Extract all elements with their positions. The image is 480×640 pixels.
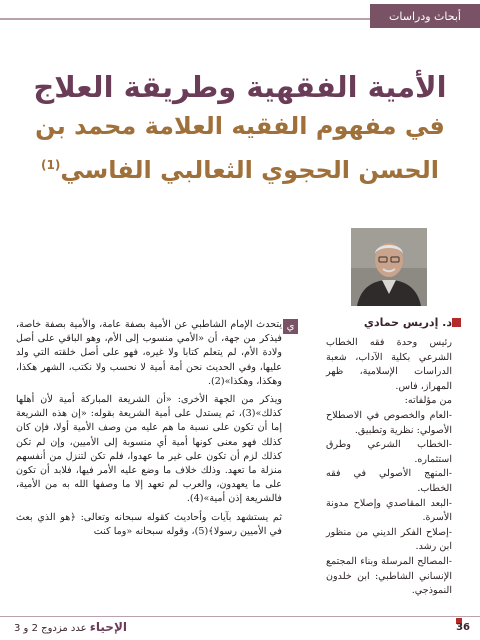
page-number: 36	[456, 622, 470, 633]
author-photo	[351, 228, 427, 306]
author-bio-line: -العام والخصوص في الاصطلاح الأصولي: نظرية وتطبيق.	[326, 409, 452, 436]
article-title-line-1: الأمية الفقهية وطريقة العلاج	[33, 70, 447, 104]
article-body	[16, 318, 282, 543]
author-bio-line: من مؤلفاته:	[404, 395, 452, 407]
author-bio-line: -إصلاح الفكر الديني من منظور ابن رشد.	[326, 526, 452, 553]
dropcap-letter: ي	[283, 319, 298, 334]
body-paragraph: ثم يستشهد بآيات وأحاديث كقوله سبحانه وتعالى: ﴿هو الذي بعث في الأميين رسولا﴾(5)، وقوله سبحانه «وما كنت	[16, 511, 282, 537]
footer-issue	[14, 620, 214, 634]
article-title-line-3-text: الحسن الحجوي الثعالبي الفاسي	[60, 156, 439, 184]
magazine-name: الإحياء	[89, 620, 128, 634]
author-bio-line: -المنهج الأصولي في فقه الخطاب.	[326, 468, 452, 494]
author-marker-icon	[452, 318, 461, 327]
title-footnote-mark: (1)	[41, 158, 61, 172]
author-bio	[326, 336, 452, 599]
author-name: د. إدريس حمادي	[363, 316, 452, 329]
article-title-line-2: في مفهوم الفقيه العلامة محمد بن	[35, 112, 445, 140]
body-paragraph: ويذكر من الجهة الأخرى: «أن الشريعة المباركة أمية لأن أهلها كذلك»(3)، ثم يستدل على أمية الشريعة بقوله: «إن هذه الشريعة إما أن تكون على نسبة ما هم عليه من وصف الأمية أولا، فإن كان كذلك فهو معنى كونها أمية أي منسوبة إلى الأميين، وإن لم تكن كذلك لزم أن تكون على غير ما عهدوا، فلم تكن لتنزل من أنفسهم منزلة ما تعهد. وذلك خلاف ما وضع عليه الأمر فيها، فلابد أن تكون على ما يعهدون، والعرب لم تعهد إلا ما وصفها الله به من الأمية، فالشريعة إذن أمية»(4).	[16, 394, 282, 505]
author-portrait-icon	[351, 228, 427, 306]
body-paragraph: يتحدث الإمام الشاطبي عن الأمية بصفة عامة، والأمية بصفة خاصة، فيذكر من جهة، أن «الأمي منسوب إلى الأم، وهو الباقي على أصل ولادة الأم، لم يتعلم كتابا ولا غيره، فهو على أصل خلقته التي ولد عليها، وفي الحديث نحن أمة أمية لا نحسب ولا نكتب، الشهر هكذا، وهكذا، وهكذا»(2).	[16, 319, 282, 387]
author-bio-line: رئيس وحدة فقه الخطاب الشرعي بكلية الآداب، شعبة الدراسات الإسلامية، ظهر المهراز، فاس.	[326, 337, 452, 392]
article-title-line-3	[0, 156, 480, 184]
author-bio-line: -الخطاب الشرعي وطرق استثماره.	[326, 439, 452, 465]
issue-text: عدد مزدوج 2 و 3	[14, 623, 87, 634]
author-bio-line: -البعد المقاصدي وإصلاح مدونة الأسرة.	[326, 497, 452, 524]
section-label[interactable]: أبحاث ودراسات	[370, 4, 480, 28]
author-bio-line: -المصالح المرسلة وبناء المجتمع الإنساني الشاطبي: ابن خلدون النموذجي.	[326, 555, 452, 597]
footer-rule	[0, 616, 480, 617]
